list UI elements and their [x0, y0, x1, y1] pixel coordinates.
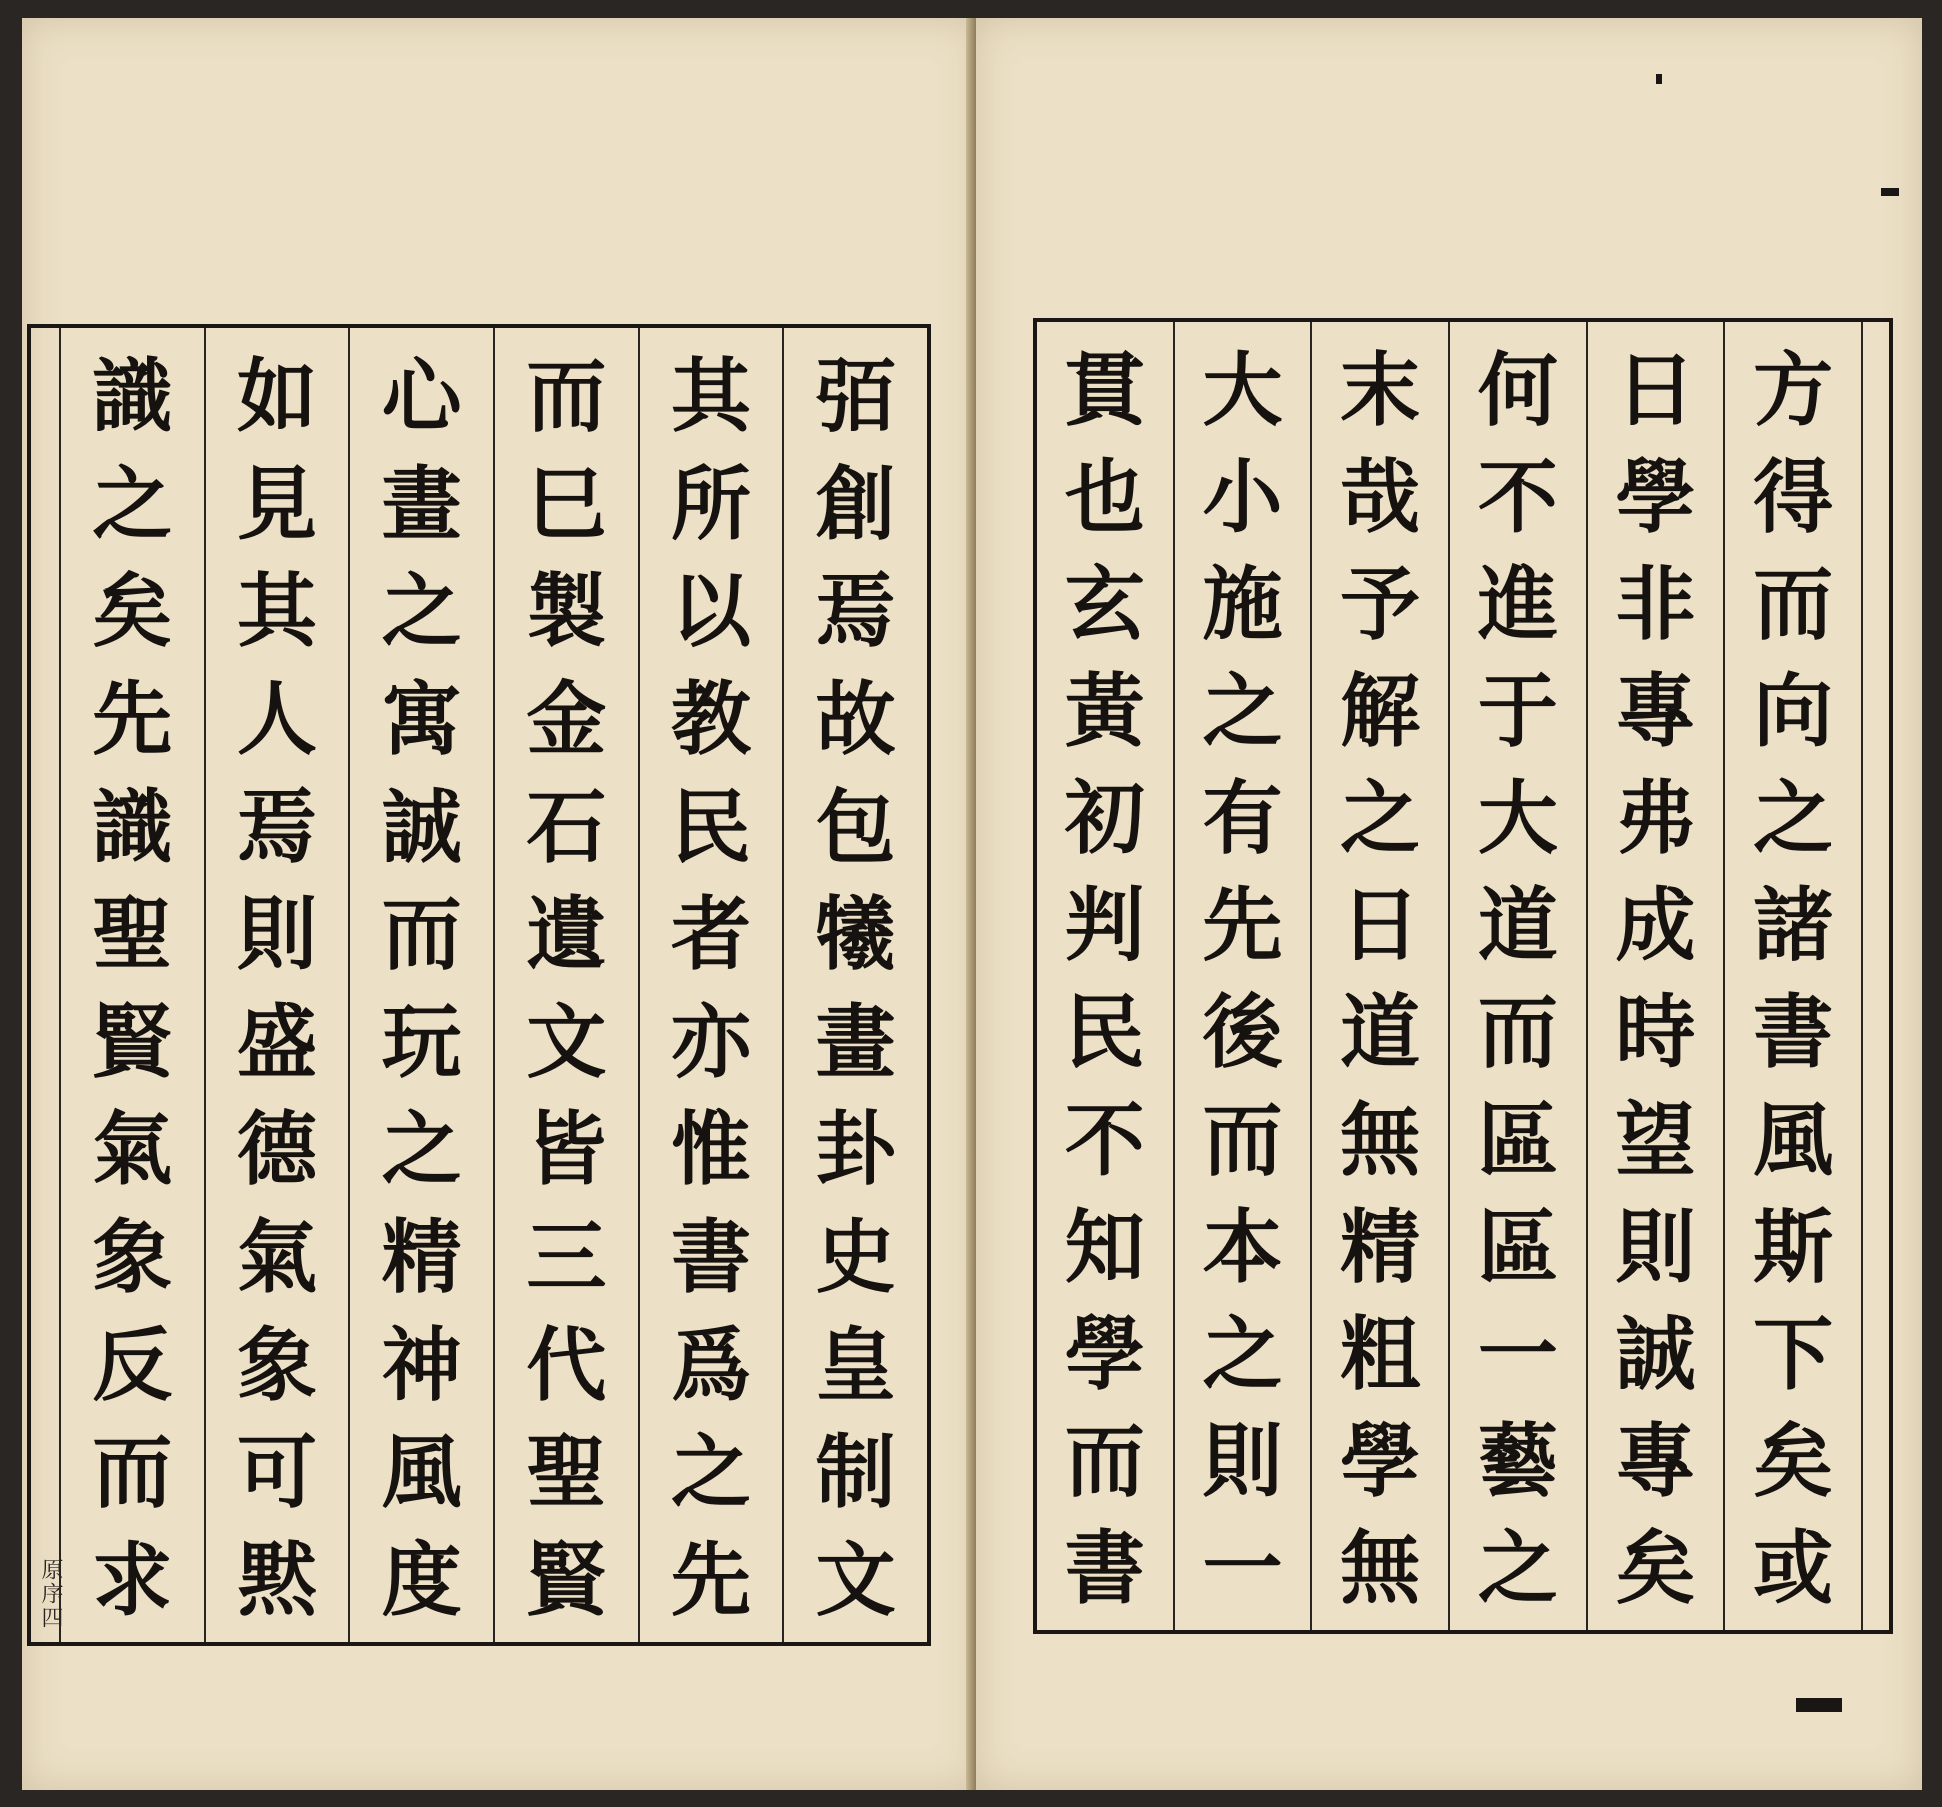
glyph: 識 [92, 349, 173, 443]
glyph: 則 [236, 887, 317, 982]
glyph: 矣 [1615, 1520, 1696, 1615]
left-text-frame [27, 324, 931, 1646]
glyph: 非 [1615, 557, 1696, 652]
glyph: 一 [1202, 1520, 1283, 1615]
glyph: 不 [1064, 1092, 1145, 1187]
glyph: 下 [1753, 1306, 1834, 1401]
glyph: 本 [1202, 1199, 1283, 1294]
glyph: 民 [1064, 985, 1145, 1080]
glyph: 見 [236, 456, 317, 551]
glyph: 小 [1202, 450, 1283, 545]
glyph: 如 [236, 349, 317, 443]
glyph: 予 [1340, 557, 1421, 652]
glyph: 末 [1340, 343, 1421, 437]
glyph: 反 [92, 1317, 173, 1412]
glyph: 矣 [1753, 1413, 1834, 1508]
text-column [59, 328, 204, 1642]
glyph: 施 [1202, 557, 1283, 652]
glyph: 創 [815, 456, 896, 551]
glyph: 則 [1615, 1199, 1696, 1294]
glyph: 精 [381, 1210, 462, 1304]
glyph: 文 [815, 1532, 896, 1627]
glyph: 畫 [815, 994, 896, 1089]
glyph: 製 [526, 564, 607, 659]
glyph: 進 [1477, 557, 1558, 652]
glyph: 惟 [670, 1102, 751, 1197]
glyph: 民 [670, 779, 751, 874]
glyph: 以 [670, 564, 751, 659]
glyph: 書 [1064, 1520, 1145, 1615]
ink-blot [1656, 74, 1662, 84]
glyph: 寓 [381, 671, 462, 766]
right-page [976, 18, 1922, 1790]
glyph: 遺 [526, 887, 607, 982]
glyph: 粗 [1340, 1306, 1421, 1401]
glyph: 學 [1064, 1306, 1145, 1401]
glyph: 三 [526, 1210, 607, 1304]
glyph: 德 [236, 1102, 317, 1197]
glyph: 氣 [236, 1210, 317, 1304]
glyph: 之 [1477, 1520, 1558, 1615]
margin-column [31, 328, 63, 1642]
glyph: 卦 [815, 1102, 896, 1197]
glyph: 誠 [381, 779, 462, 874]
glyph: 藝 [1477, 1413, 1558, 1508]
glyph: 何 [1477, 343, 1558, 437]
text-column [782, 328, 927, 1642]
glyph: 識 [92, 779, 173, 874]
glyph: 賢 [92, 994, 173, 1089]
glyph: 象 [92, 1210, 173, 1304]
glyph: 其 [670, 349, 751, 443]
glyph: 包 [815, 779, 896, 874]
glyph: 而 [1753, 557, 1834, 652]
glyph: 可 [236, 1425, 317, 1520]
glyph: 而 [1064, 1413, 1145, 1508]
glyph: 判 [1064, 878, 1145, 973]
text-column [1173, 322, 1311, 1630]
glyph: 風 [381, 1425, 462, 1520]
glyph: 諸 [1753, 878, 1834, 973]
glyph: 之 [92, 456, 173, 551]
glyph: 大 [1477, 771, 1558, 866]
glyph: 之 [381, 1102, 462, 1197]
glyph: 象 [236, 1317, 317, 1412]
glyph: 方 [1753, 343, 1834, 437]
glyph: 代 [526, 1317, 607, 1412]
glyph: 道 [1477, 878, 1558, 973]
glyph: 度 [381, 1532, 462, 1627]
glyph: 初 [1064, 771, 1145, 866]
glyph: 之 [1753, 771, 1834, 866]
glyph: 其 [236, 564, 317, 659]
glyph: 㢶 [815, 349, 896, 443]
ink-blot [1796, 1698, 1842, 1712]
glyph: 焉 [236, 779, 317, 874]
glyph: 解 [1340, 664, 1421, 759]
ink-blot [1881, 188, 1899, 196]
glyph: 而 [381, 887, 462, 982]
glyph: 先 [1202, 878, 1283, 973]
glyph: 誠 [1615, 1306, 1696, 1401]
glyph: 之 [1340, 771, 1421, 866]
glyph: 後 [1202, 985, 1283, 1080]
glyph: 聖 [92, 887, 173, 982]
glyph: 日 [1615, 343, 1696, 437]
left-page [22, 18, 978, 1790]
glyph: 畫 [381, 456, 462, 551]
glyph: 有 [1202, 771, 1283, 866]
glyph: 專 [1615, 664, 1696, 759]
glyph: 氣 [92, 1102, 173, 1197]
glyph: 黃 [1064, 664, 1145, 759]
glyph: 貫 [1064, 343, 1145, 437]
glyph: 望 [1615, 1092, 1696, 1187]
glyph: 盛 [236, 994, 317, 1089]
glyph: 制 [815, 1425, 896, 1520]
glyph: 日 [1340, 878, 1421, 973]
glyph: 斯 [1753, 1199, 1834, 1294]
text-column [1586, 322, 1724, 1630]
glyph: 之 [670, 1425, 751, 1520]
glyph: 而 [1202, 1092, 1283, 1187]
text-column [1037, 322, 1173, 1630]
glyph: 人 [236, 671, 317, 766]
glyph: 求 [92, 1532, 173, 1627]
glyph: 弗 [1615, 771, 1696, 866]
glyph: 學 [1340, 1413, 1421, 1508]
glyph: 賢 [526, 1532, 607, 1627]
glyph: 也 [1064, 450, 1145, 545]
glyph: 專 [1615, 1413, 1696, 1508]
glyph: 皇 [815, 1317, 896, 1412]
glyph: 或 [1753, 1520, 1834, 1615]
glyph: 一 [1477, 1306, 1558, 1401]
text-column [1310, 322, 1448, 1630]
glyph: 無 [1340, 1520, 1421, 1615]
text-column [1448, 322, 1586, 1630]
glyph: 者 [670, 887, 751, 982]
glyph: 犧 [815, 887, 896, 982]
glyph: 風 [1753, 1092, 1834, 1187]
glyph: 心 [381, 349, 462, 443]
glyph: 石 [526, 779, 607, 874]
glyph: 則 [1202, 1413, 1283, 1508]
glyph: 而 [1477, 985, 1558, 1080]
glyph: 成 [1615, 878, 1696, 973]
glyph: 先 [92, 671, 173, 766]
glyph: 先 [670, 1532, 751, 1627]
glyph: 區 [1477, 1199, 1558, 1294]
glyph: 學 [1615, 450, 1696, 545]
glyph: 亦 [670, 994, 751, 1089]
text-column [204, 328, 349, 1642]
glyph: 焉 [815, 564, 896, 659]
glyph: 巳 [526, 456, 607, 551]
glyph: 于 [1477, 664, 1558, 759]
glyph: 文 [526, 994, 607, 1089]
glyph: 之 [381, 564, 462, 659]
glyph: 玩 [381, 994, 462, 1089]
glyph: 故 [815, 671, 896, 766]
glyph: 教 [670, 671, 751, 766]
glyph: 道 [1340, 985, 1421, 1080]
glyph: 黙 [236, 1532, 317, 1627]
glyph: 史 [815, 1210, 896, 1304]
glyph: 哉 [1340, 450, 1421, 545]
glyph: 大 [1202, 343, 1283, 437]
glyph: 向 [1753, 664, 1834, 759]
right-text-frame [1033, 318, 1893, 1634]
glyph: 皆 [526, 1102, 607, 1197]
glyph: 之 [1202, 1306, 1283, 1401]
glyph: 時 [1615, 985, 1696, 1080]
glyph: 聖 [526, 1425, 607, 1520]
folio-label: 原序四 [38, 1558, 63, 1630]
glyph: 不 [1477, 450, 1558, 545]
glyph: 神 [381, 1317, 462, 1412]
glyph: 爲 [670, 1317, 751, 1412]
glyph: 而 [92, 1425, 173, 1520]
glyph: 區 [1477, 1092, 1558, 1187]
glyph: 之 [1202, 664, 1283, 759]
glyph: 所 [670, 456, 751, 551]
glyph: 知 [1064, 1199, 1145, 1294]
glyph: 書 [1753, 985, 1834, 1080]
text-column [638, 328, 783, 1642]
glyph: 無 [1340, 1092, 1421, 1187]
text-column [493, 328, 638, 1642]
text-column [348, 328, 493, 1642]
glyph: 精 [1340, 1199, 1421, 1294]
glyph: 金 [526, 671, 607, 766]
glyph: 得 [1753, 450, 1834, 545]
glyph: 而 [526, 349, 607, 443]
glyph: 玄 [1064, 557, 1145, 652]
glyph: 書 [670, 1210, 751, 1304]
margin-column [1861, 322, 1889, 1630]
text-column [1723, 322, 1861, 1630]
glyph: 矣 [92, 564, 173, 659]
